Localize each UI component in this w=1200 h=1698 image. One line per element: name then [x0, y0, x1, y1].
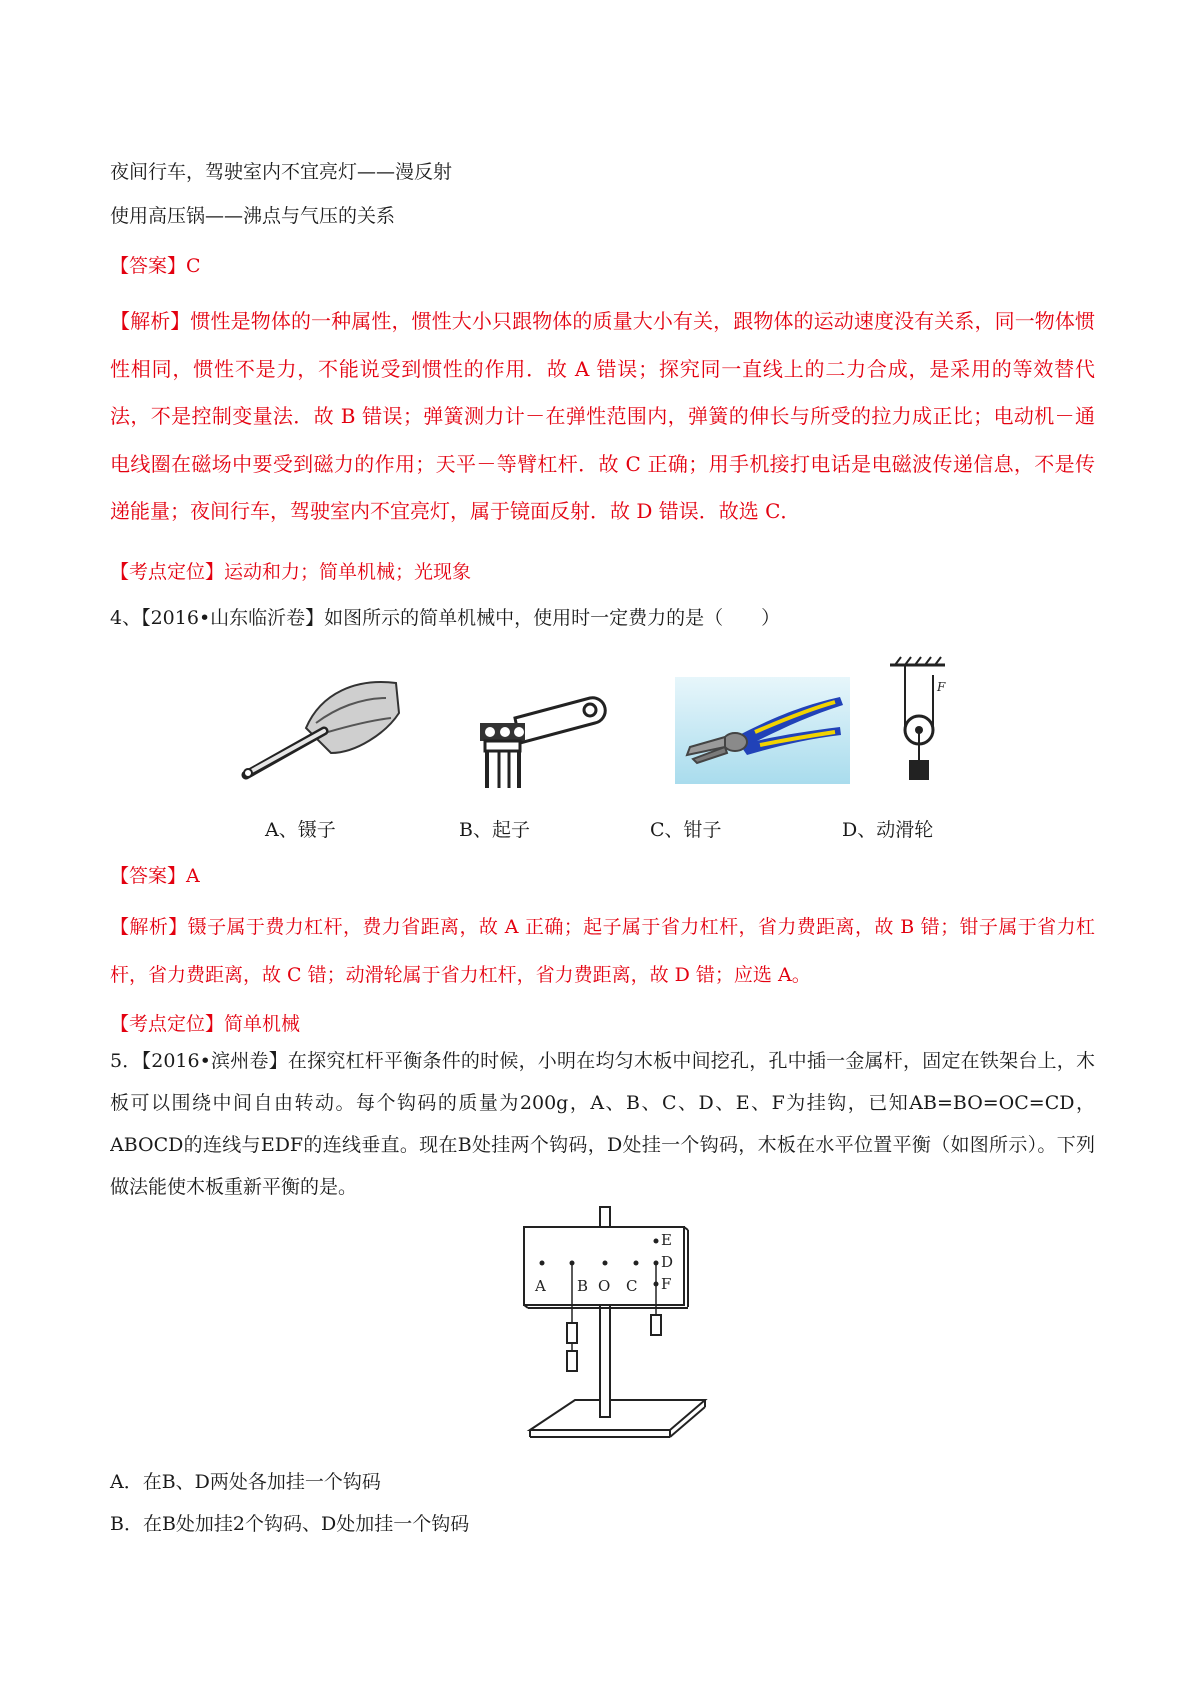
lever-board-figure: [505, 1205, 715, 1450]
q3-analysis: [110, 298, 1095, 538]
line-night-driving: 夜间行车，驾驶室内不宜亮灯——漫反射: [110, 161, 453, 183]
answer-value: A: [186, 865, 200, 887]
answer-value: C: [186, 255, 201, 277]
tweezers-figure: [236, 673, 401, 786]
label-b: B: [577, 1277, 589, 1295]
pliers-figure: [675, 677, 850, 784]
q4-answer: [110, 864, 200, 888]
line-pressure-cooker: 使用高压锅——沸点与气压的关系: [110, 205, 396, 227]
answer-tag: 【答案】: [110, 255, 187, 277]
q4-analysis: [110, 903, 1095, 999]
analysis-tag: 【解析】: [110, 309, 191, 333]
label-e: E: [661, 1231, 672, 1249]
label-d: D: [661, 1253, 674, 1271]
topic-tag: 【考点定位】: [110, 561, 225, 583]
label-f: F: [661, 1275, 672, 1293]
analysis-tag: 【解析】: [110, 916, 188, 938]
topic-text: 运动和力；简单机械；光现象: [224, 561, 472, 583]
q4-stem: 4、【2016•山东临沂卷】如图所示的简单机械中，使用时一定费力的是（ ）: [110, 607, 781, 629]
label-c: C: [626, 1277, 638, 1295]
option-a-caption: A、镊子: [265, 819, 336, 841]
option-c-caption: C、钳子: [650, 819, 722, 841]
q3-topic: [110, 560, 471, 584]
analysis-text: 惯性是物体的一种属性，惯性大小只跟物体的质量大小有关，跟物体的运动速度没有关系，同一物体惯性相同，惯性不是力，不能说受到惯性的作用．故 A 错误；探究同一直线上的二力合成，是采用的等效替代法，不是控制变量法．故 B 错误；弹簧测力计－在弹性范围内，弹簧的伸长与所受的拉力成正比；电动机－通电线圈在磁场中要受到磁力的作用；天平－等臂杠杆．故 C 正确；用手机接打电话是电磁波传递信息，不是传递能量；夜间行车，驾驶室内不宜亮灯，属于镜面反射．故 D 错误．故选 C．: [110, 309, 1095, 523]
analysis-text: 镊子属于费力杠杆，费力省距离，故 A 正确；起子属于省力杠杆，省力费距离，故 B 错；钳子属于省力杠杆，省力费距离，故 C 错；动滑轮属于省力杠杆，省力费距离，故 D 错；应选 A。: [110, 916, 1095, 986]
q5-option-a: A．在B、D两处各加挂一个钩码: [110, 1471, 381, 1493]
label-o: O: [598, 1277, 611, 1295]
q5-stem: 5．【2016•滨州卷】在探究杠杆平衡条件的时候，小明在均匀木板中间挖孔，孔中插一金属杆，固定在铁架台上，木板可以围绕中间自由转动。每个钩码的质量为200g，A、B、C、D、E、F为挂钩，已知AB=BO=OC=CD，ABOCD的连线与EDF的连线垂直。现在B处挂两个钩码，D处挂一个钩码，木板在水平位置平衡（如图所示）。下列做法能使木板重新平衡的是。: [110, 1050, 1095, 1198]
label-a: A: [535, 1277, 546, 1295]
bottle-opener-figure: [475, 688, 610, 788]
q3-answer: [110, 254, 201, 278]
q4-topic: [110, 1012, 300, 1036]
topic-tag: 【考点定位】: [110, 1013, 225, 1035]
force-label: F: [937, 680, 946, 694]
topic-text: 简单机械: [224, 1013, 301, 1035]
movable-pulley-figure: [885, 655, 955, 785]
q5-option-b: B．在B处加挂2个钩码、D处加挂一个钩码: [110, 1513, 470, 1535]
option-b-caption: B、起子: [459, 819, 530, 841]
answer-tag: 【答案】: [110, 865, 187, 887]
option-d-caption: D、动滑轮: [842, 819, 934, 841]
